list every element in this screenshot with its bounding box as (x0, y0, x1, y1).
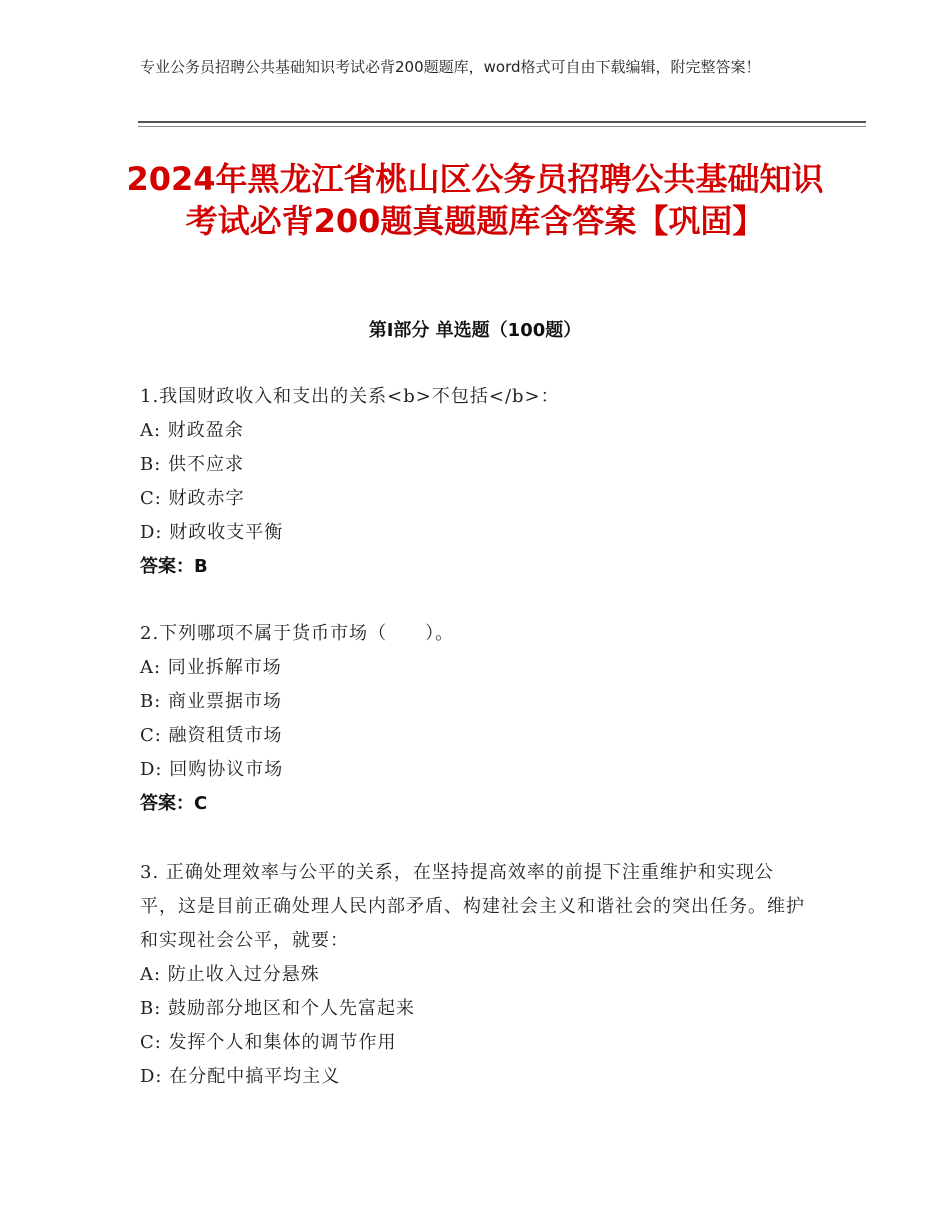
option-a: A: 同业拆解市场 (140, 657, 282, 678)
header-divider-thick (138, 121, 866, 123)
option-a: A: 防止收入过分悬殊 (140, 964, 320, 985)
section-title: 第Ⅰ部分 单选题（100题） (368, 320, 582, 341)
option-c: C: 融资租赁市场 (140, 725, 283, 746)
option-c: C: 财政赤字 (140, 488, 245, 509)
question-stem: 1.我国财政收入和支出的关系<b>不包括</b>： (140, 386, 560, 407)
question-2 (140, 617, 810, 821)
option-d: D: 在分配中搞平均主义 (140, 1066, 341, 1087)
answer-key: 答案：B (140, 556, 208, 577)
header-divider-thin (138, 126, 866, 127)
answer-key: 答案：C (140, 793, 208, 814)
option-b: B: 商业票据市场 (140, 691, 283, 712)
question-3 (140, 856, 810, 1094)
header-note: 专业公务员招聘公共基础知识考试必背200题题库，word格式可自由下载编辑，附完整答案！ (140, 58, 761, 76)
question-stem: 2.下列哪项不属于货币市场（ ）。 (140, 623, 455, 644)
document-title: 2024年黑龙江省桃山区公务员招聘公共基础知识考试必背200题真题题库含答案【巩固】 (126, 160, 824, 240)
option-d: D: 回购协议市场 (140, 759, 284, 780)
question-1 (140, 380, 810, 584)
option-b: B: 供不应求 (140, 454, 245, 475)
option-a: A: 财政盈余 (140, 420, 244, 441)
question-stem: 3. 正确处理效率与公平的关系，在坚持提高效率的前提下注重维护和实现公平，这是目前正确处理人民内部矛盾、构建社会主义和谐社会的突出任务。维护和实现社会公平，就要： (140, 862, 805, 951)
option-d: D: 财政收支平衡 (140, 522, 284, 543)
option-b: B: 鼓励部分地区和个人先富起来 (140, 998, 416, 1019)
option-c: C: 发挥个人和集体的调节作用 (140, 1032, 397, 1053)
